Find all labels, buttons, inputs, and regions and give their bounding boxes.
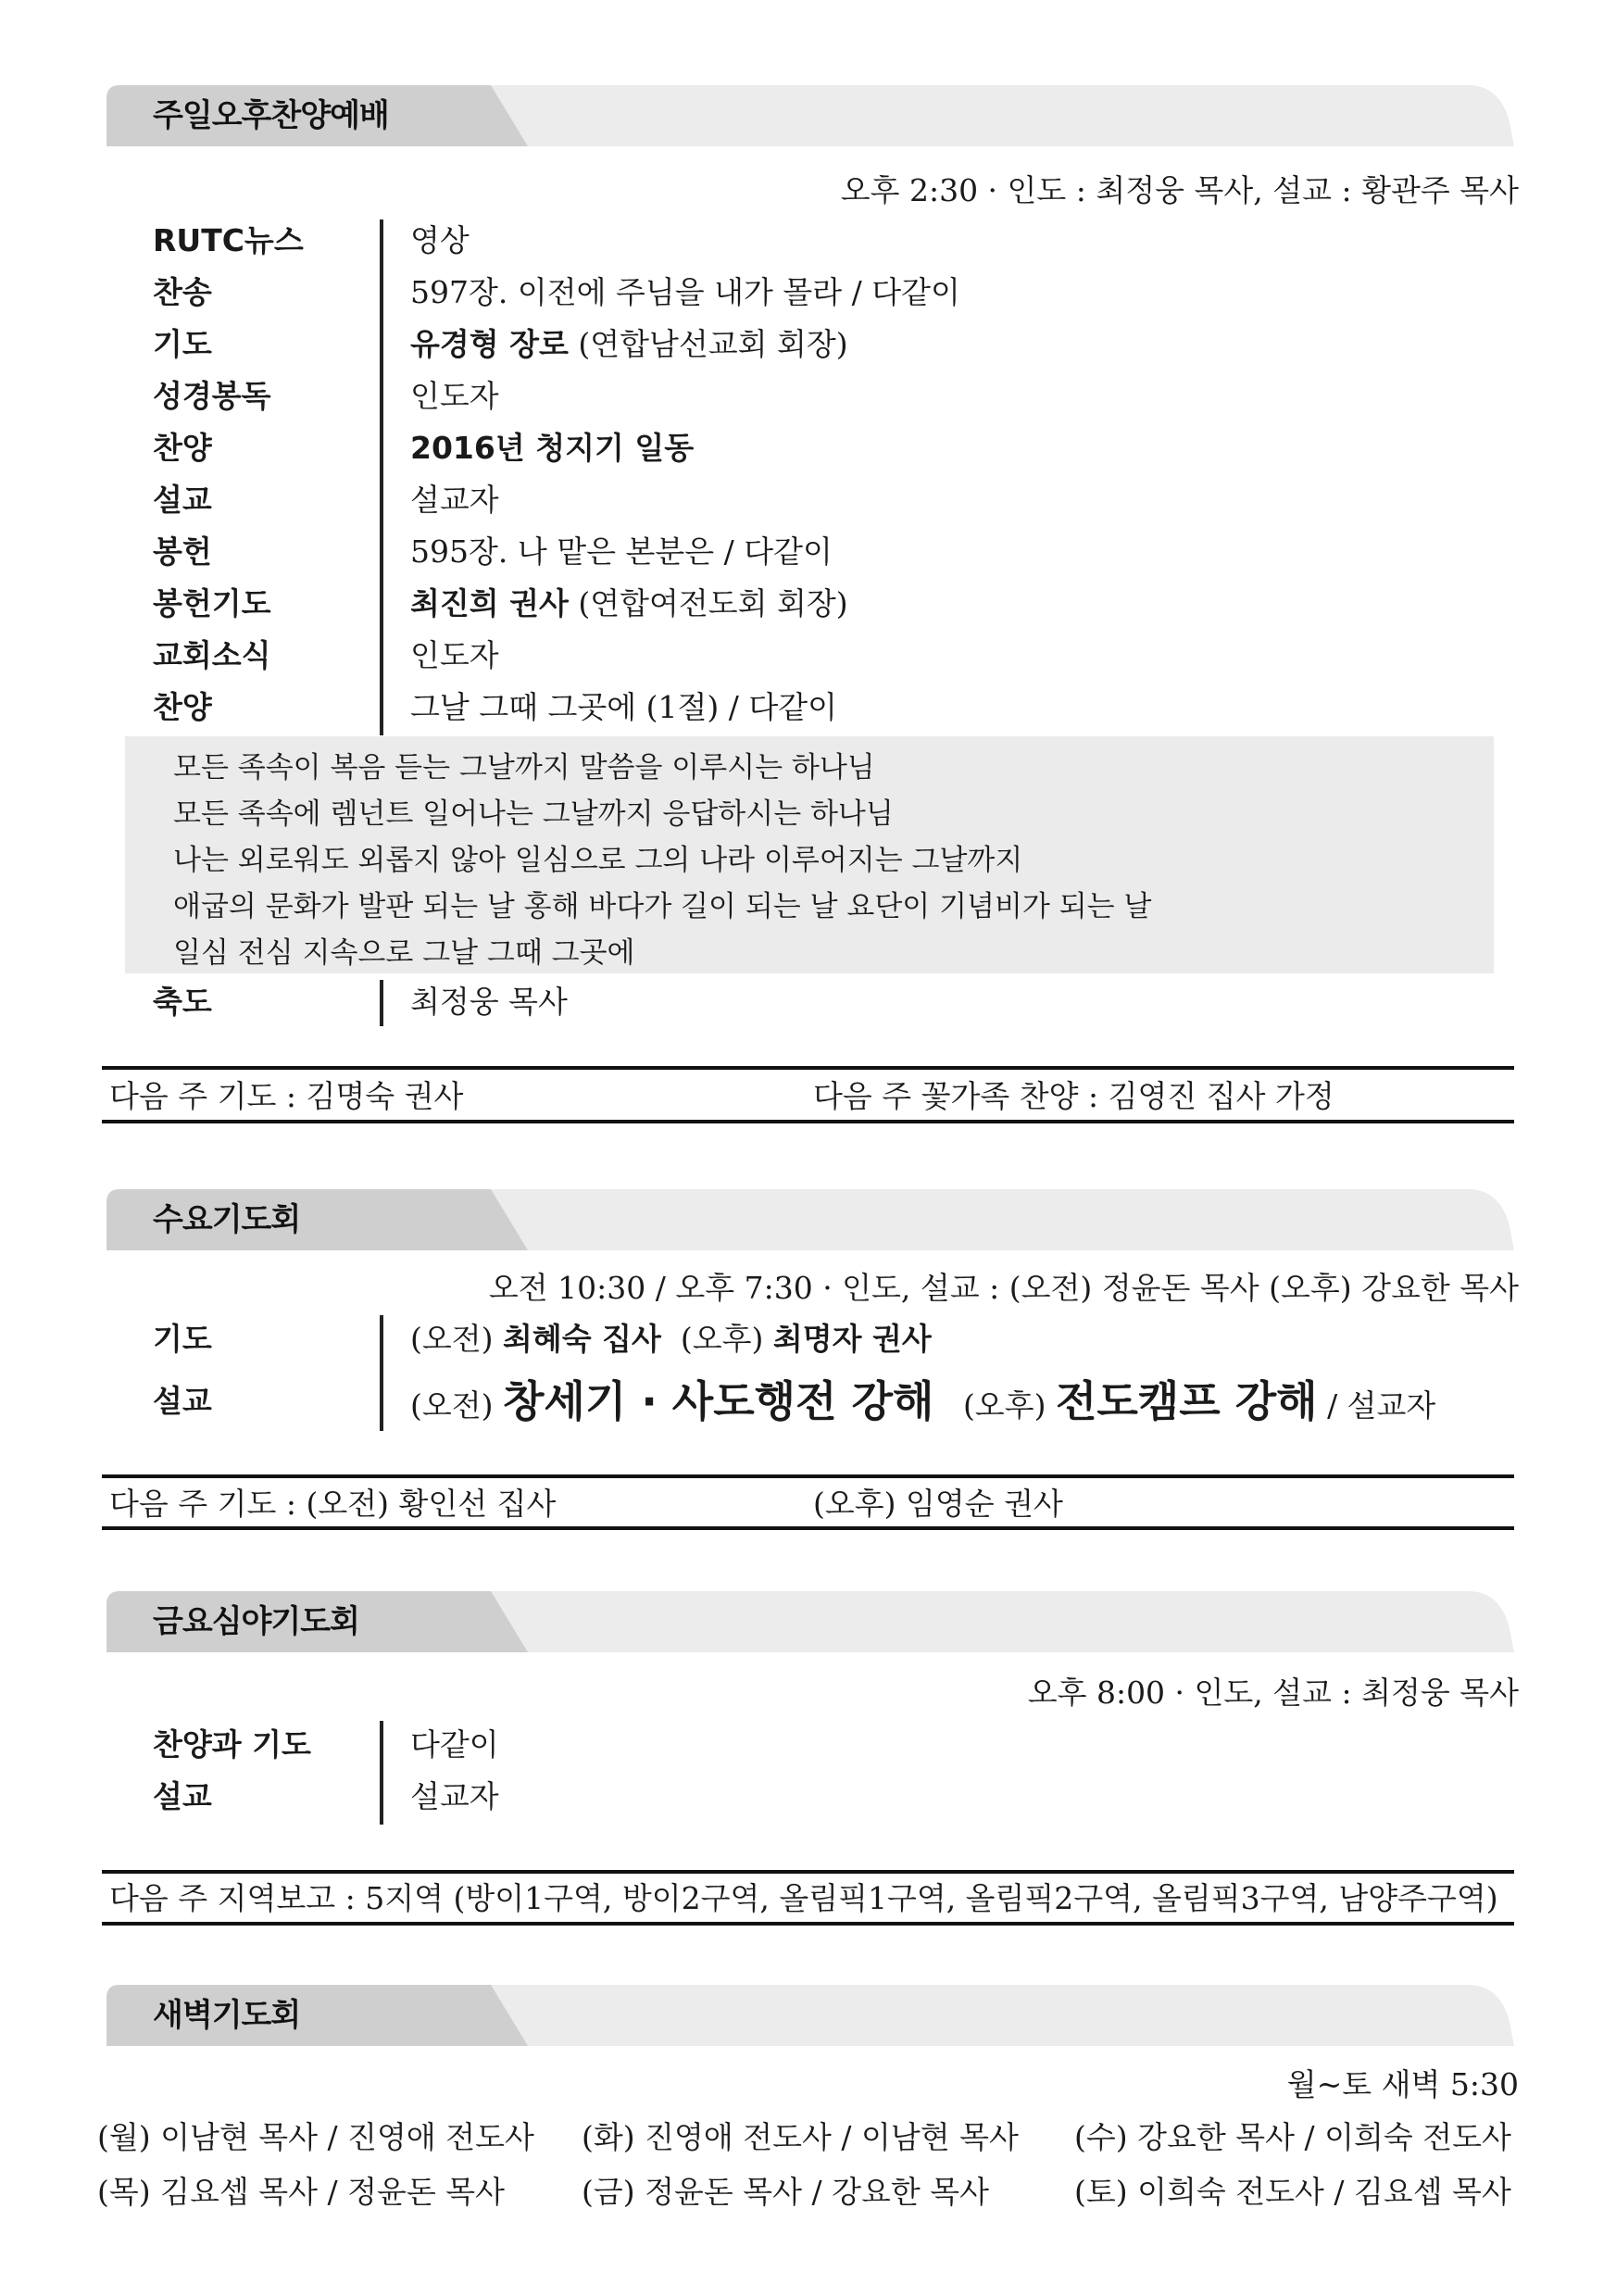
lyrics-line: 나는 외로워도 외롭지 않아 일심으로 그의 나라 이루어지는 그날까지 xyxy=(173,844,1023,877)
order-row xyxy=(153,630,1542,682)
order-row xyxy=(153,422,1542,474)
order-row xyxy=(153,1771,1542,1823)
benediction-label: 축도 xyxy=(153,984,212,1020)
header-tab-shape xyxy=(106,1189,1514,1250)
offering-prayer-leader: 최진희 권사 xyxy=(410,585,569,621)
order-row xyxy=(153,682,1542,734)
order-value: 다같이 xyxy=(410,1726,499,1763)
choir-name: 2016년 청지기 일동 xyxy=(410,430,695,466)
dawn-schedule-item: (목) 김요셉 목사 / 정윤돈 목사 xyxy=(97,2174,505,2210)
section-title: 주일오후찬양예배 xyxy=(153,97,389,134)
dawn-schedule-item: (화) 진영애 전도사 / 이남현 목사 xyxy=(582,2119,1019,2155)
am-tag: (오전) xyxy=(410,1321,503,1357)
order-label: 찬송 xyxy=(153,274,212,310)
section-header xyxy=(106,85,1514,146)
order-label: 기도 xyxy=(153,1321,212,1357)
order-row xyxy=(153,578,1542,630)
section-title: 수요기도회 xyxy=(153,1201,301,1238)
rule-top xyxy=(102,1870,1514,1874)
order-label: 찬양과 기도 xyxy=(153,1726,311,1763)
order-label: 설교 xyxy=(153,482,212,518)
next-week-prayer: 다음 주 기도 : 김명숙 권사 xyxy=(109,1078,464,1114)
lyrics-line: 모든 족속에 렘넌트 일어나는 그날까지 응답하시는 하나님 xyxy=(173,797,894,831)
section-header xyxy=(106,1189,1514,1250)
rule-bottom xyxy=(102,1526,1514,1530)
order-value xyxy=(410,1369,1435,1438)
service-info: 오전 10:30 / 오후 7:30 · 인도, 설교 : (오전) 정윤돈 목사 (오후) 강요한 목사 xyxy=(488,1270,1519,1306)
prayer-pm-leader: 최명자 권사 xyxy=(772,1321,932,1357)
lyrics-box xyxy=(125,736,1494,973)
offering-prayer-role: (연합여전도회 회장) xyxy=(568,585,848,621)
prayer-leader: 유경형 장로 xyxy=(410,326,569,362)
service-info: 오후 8:00 · 인도, 설교 : 최정웅 목사 xyxy=(1027,1675,1519,1711)
order-label: 기도 xyxy=(153,326,212,362)
order-value xyxy=(410,422,694,474)
sermon-suffix: / 설교자 xyxy=(1317,1387,1436,1424)
order-label: 설교 xyxy=(153,1778,212,1814)
benediction-row xyxy=(153,976,1542,1028)
prayer-am-leader: 최혜숙 집사 xyxy=(503,1321,661,1357)
order-value xyxy=(410,319,848,370)
prayer-leader-role: (연합남선교회 회장) xyxy=(568,326,848,362)
order-value: 인도자 xyxy=(410,637,499,673)
order-row xyxy=(153,1313,1542,1365)
order-row xyxy=(153,526,1542,578)
order-label: 봉헌 xyxy=(153,533,212,570)
order-label: 교회소식 xyxy=(153,637,271,673)
dawn-schedule-item: (수) 강요한 목사 / 이희숙 전도사 xyxy=(1074,2119,1511,2155)
order-value xyxy=(410,1313,932,1365)
order-value: 595장. 나 맡은 본분은 / 다같이 xyxy=(410,533,833,570)
order-row xyxy=(153,474,1542,526)
order-value: 인도자 xyxy=(410,378,499,414)
next-week-report: 다음 주 지역보고 : 5지역 (방이1구역, 방이2구역, 올림픽1구역, 올림픽2구역, 올림픽3구역, 남양주구역) xyxy=(109,1880,1498,1916)
order-value: 597장. 이전에 주님을 내가 몰라 / 다같이 xyxy=(410,274,960,310)
lyrics-line: 일심 전심 지속으로 그날 그때 그곳에 xyxy=(173,936,635,970)
order-label: 성경봉독 xyxy=(153,378,271,414)
order-row xyxy=(153,319,1542,370)
section-title: 새벽기도회 xyxy=(153,1997,301,2034)
lyrics-line: 모든 족속이 복음 듣는 그날까지 말씀을 이루시는 하나님 xyxy=(173,751,875,784)
order-value xyxy=(410,578,848,630)
order-value: 영상 xyxy=(410,222,470,258)
order-label: 설교 xyxy=(153,1383,212,1419)
service-info: 오후 2:30 · 인도 : 최정웅 목사, 설교 : 황관주 목사 xyxy=(840,172,1519,208)
benediction-value: 최정웅 목사 xyxy=(410,984,568,1020)
order-label: 찬양 xyxy=(153,689,212,725)
dawn-schedule-item: (금) 정윤돈 목사 / 강요한 목사 xyxy=(582,2174,989,2210)
order-row xyxy=(153,1719,1542,1771)
pm-tag: (오후) xyxy=(680,1321,773,1357)
order-row xyxy=(153,1369,1542,1434)
order-row xyxy=(153,215,1542,267)
rule-top xyxy=(102,1474,1514,1478)
dawn-schedule-item: (토) 이희숙 전도사 / 김요셉 목사 xyxy=(1074,2174,1511,2210)
order-label: 봉헌기도 xyxy=(153,585,271,621)
order-row xyxy=(153,267,1542,319)
lyrics-line: 애굽의 문화가 발판 되는 날 홍해 바다가 길이 되는 날 요단이 기념비가 되는 날 xyxy=(173,890,1152,923)
next-week-flower: 다음 주 꽃가족 찬양 : 김영진 집사 가정 xyxy=(813,1078,1334,1114)
next-week-prayer-am: 다음 주 기도 : (오전) 황인선 집사 xyxy=(109,1486,557,1522)
section-header xyxy=(106,1985,1514,2046)
section-header xyxy=(106,1591,1514,1652)
rule-bottom xyxy=(102,1120,1514,1123)
service-info: 월~토 새벽 5:30 xyxy=(1286,2066,1519,2102)
order-row xyxy=(153,370,1542,422)
order-value: 설교자 xyxy=(410,1778,499,1814)
rule-bottom xyxy=(102,1922,1514,1926)
order-label: 찬양 xyxy=(153,430,212,466)
sermon-am-title: 창세기 · 사도행전 강해 xyxy=(503,1376,934,1426)
order-label: RUTC뉴스 xyxy=(153,222,304,258)
dawn-schedule-item: (월) 이남현 목사 / 진영애 전도사 xyxy=(97,2119,534,2155)
section-title: 금요심야기도회 xyxy=(153,1603,359,1640)
rule-top xyxy=(102,1066,1514,1070)
next-week-prayer-pm: (오후) 임영순 권사 xyxy=(813,1486,1063,1522)
order-value: 그날 그때 그곳에 (1절) / 다같이 xyxy=(410,689,837,725)
sermon-pm-title: 전도캠프 강해 xyxy=(1055,1376,1318,1426)
am-tag: (오전) xyxy=(410,1387,503,1424)
pm-tag: (오후) xyxy=(962,1387,1056,1424)
header-tab-shape xyxy=(106,1985,1514,2046)
order-value: 설교자 xyxy=(410,482,499,518)
